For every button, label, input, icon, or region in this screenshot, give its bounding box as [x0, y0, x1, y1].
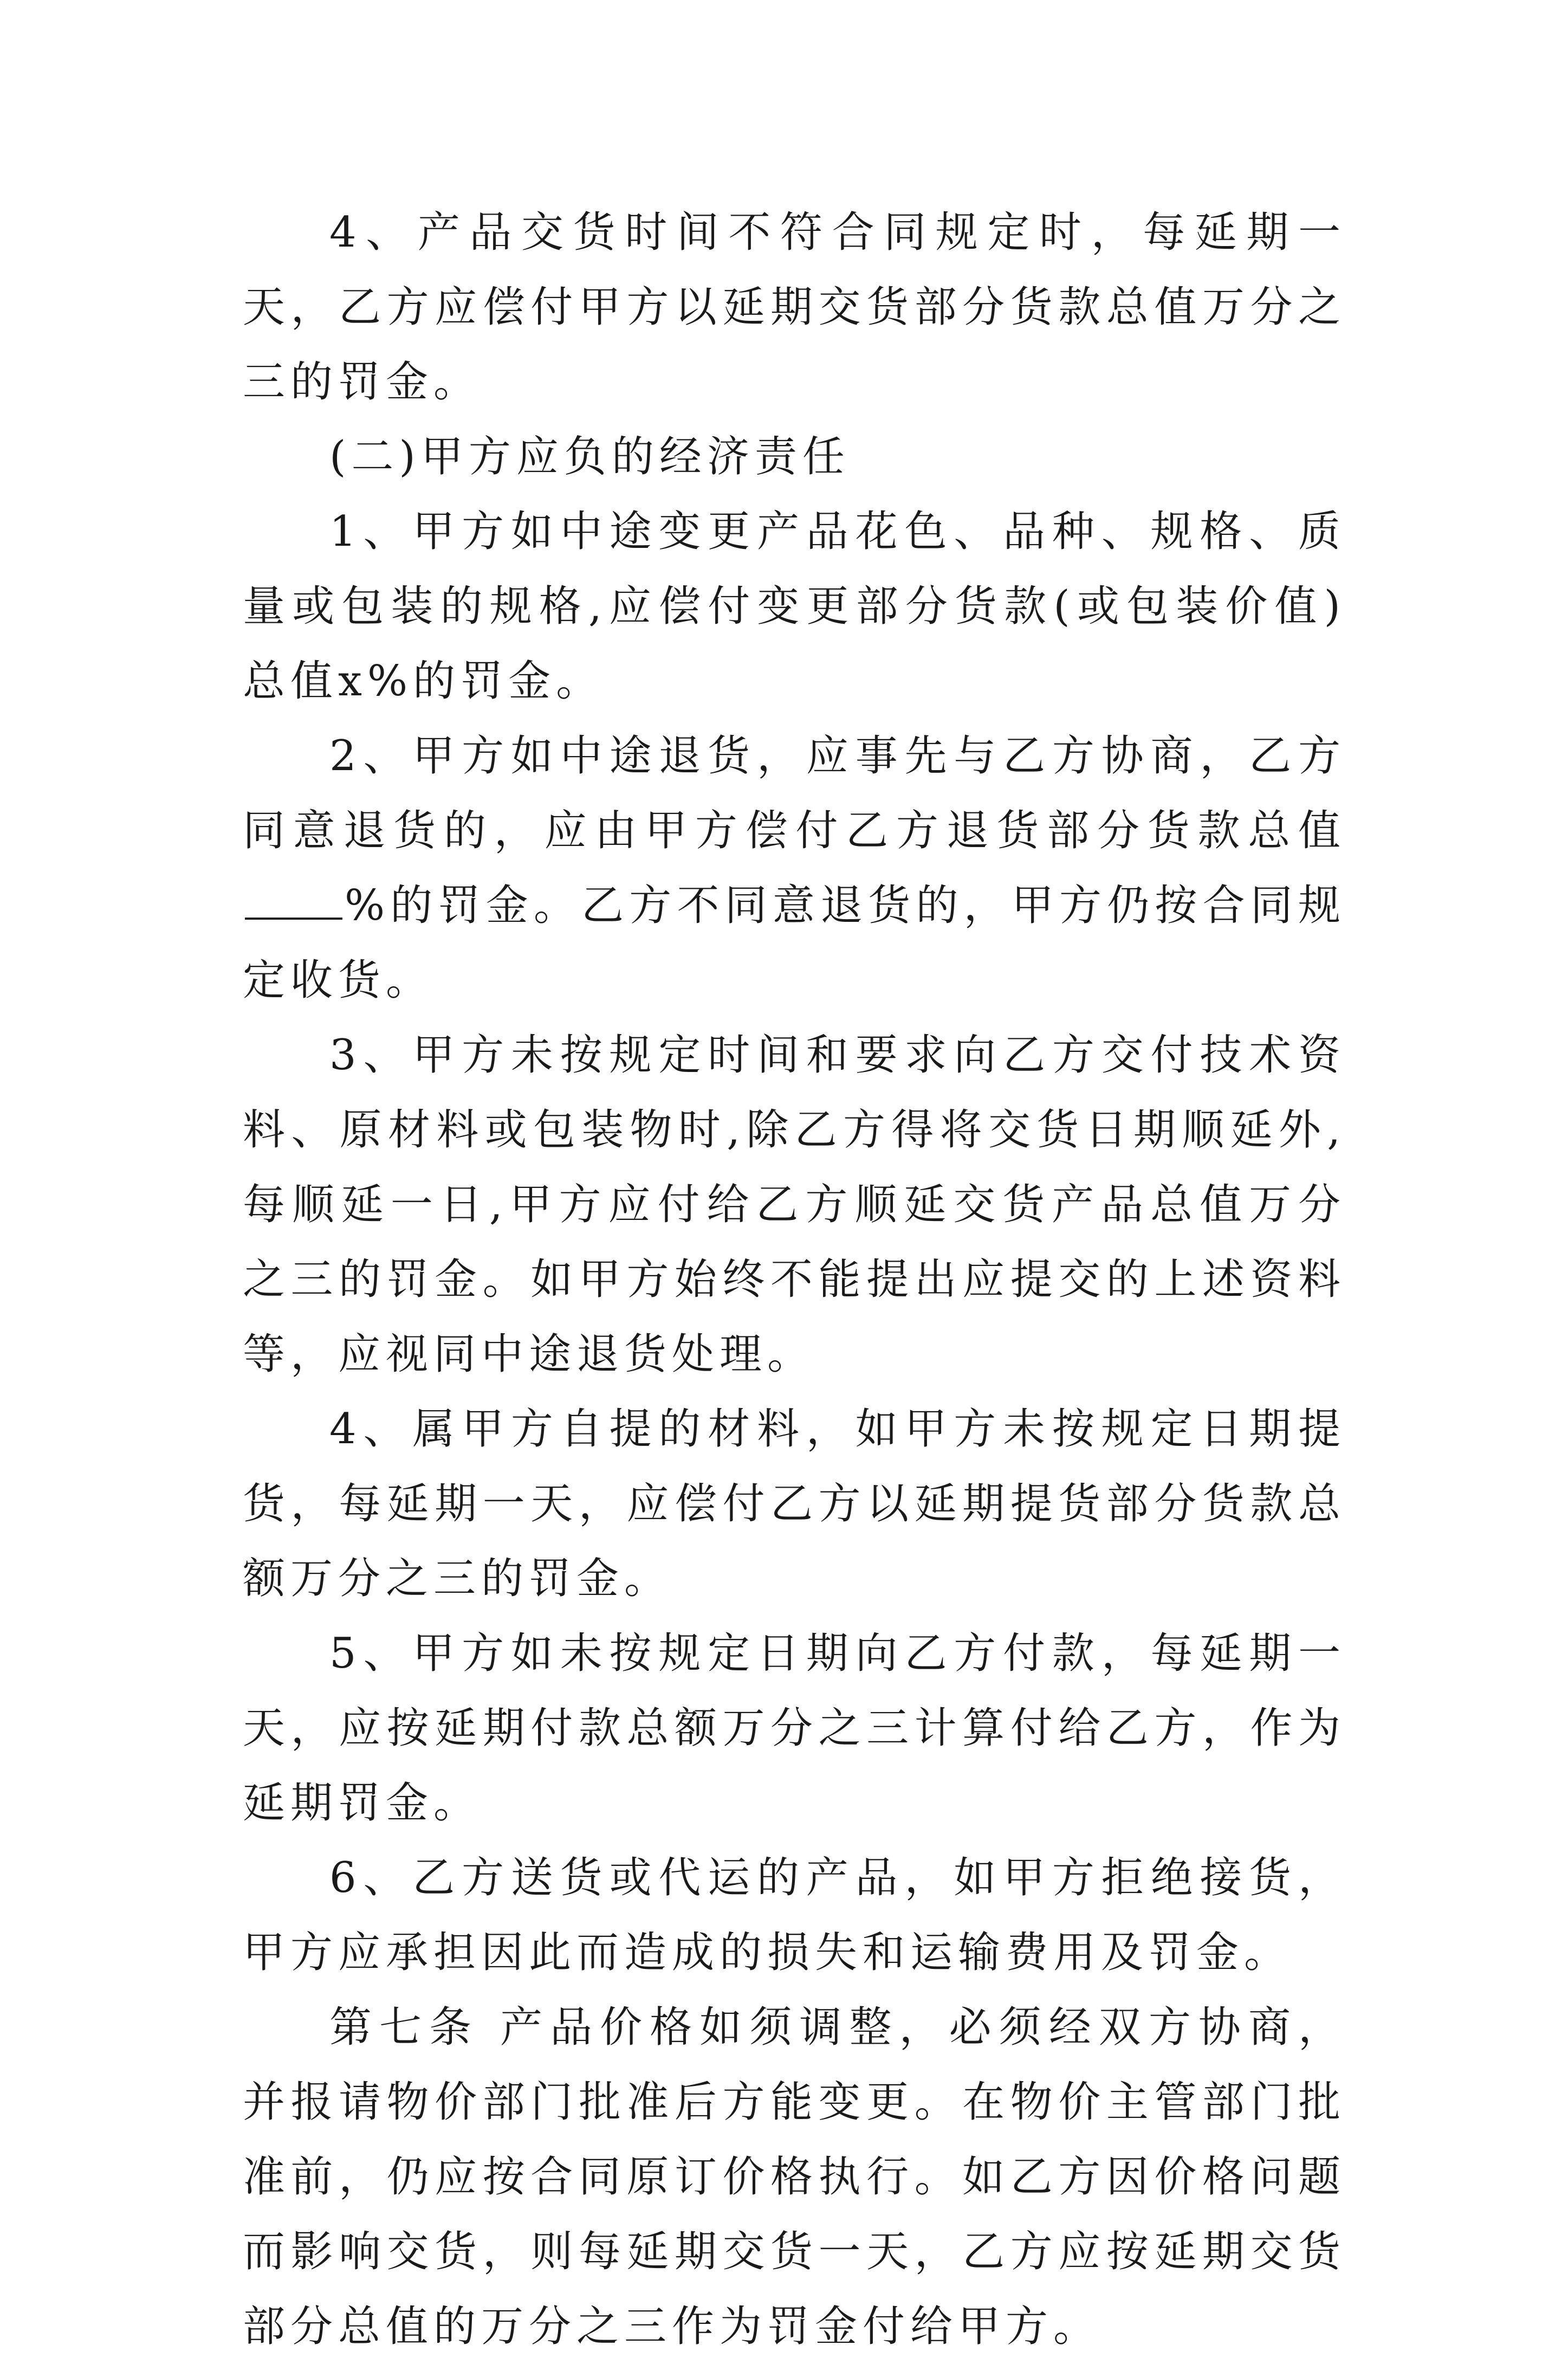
paragraph-article-seven-price-adjustment: 第七条 产品价格如须调整，必须经双方协商，并报请物价部门批准后方能变更。在物价主管部门批准前，仍应按合同原订价格执行。如乙方因价格问题而影响交货，则每延期交货一天，乙方应按延期交货部分总值的万分之三作为罚金付给甲方。	[243, 2003, 1346, 2351]
paragraph-return-penalty	[243, 719, 1346, 1018]
paragraph-delivery-delay-penalty: 4、产品交货时间不符合同规定时，每延期一天，乙方应偿付甲方以延期交货部分货款总值万分之三的罚金。	[243, 208, 1346, 406]
paragraph-payment-delay-penalty: 5、甲方如未按规定日期向乙方付款，每延期一天，应按延期付款总额万分之三计算付给乙方，作为延期罚金。	[243, 1629, 1346, 1827]
paragraph-technical-materials-penalty: 3、甲方未按规定时间和要求向乙方交付技术资料、原材料或包装物时,除乙方得将交货日期顺延外,每顺延一日,甲方应付给乙方顺延交货产品总值万分之三的罚金。如甲方始终不能提出应提交的上述资料等，应视同中途退货处理。	[243, 1031, 1346, 1379]
return-penalty-text-before: 2、甲方如中途退货，应事先与乙方协商，乙方同意退货的，应由甲方偿付乙方退货部分货款总值	[243, 732, 1346, 855]
section-heading-party-a-liability: (二)甲方应负的经济责任	[329, 432, 850, 481]
paragraph-spec-change-penalty: 1、甲方如中途变更产品花色、品种、规格、质量或包装的规格,应偿付变更部分货款(或包装价值)总值x%的罚金。	[243, 507, 1346, 706]
return-penalty-text-after: %的罚金。乙方不同意退货的，甲方仍按合同规定收货。	[243, 881, 1346, 1005]
document-body	[243, 195, 1346, 2364]
paragraph-refuse-delivery-liability: 6、乙方送货或代运的产品，如甲方拒绝接货，甲方应承担因此而造成的损失和运输费用及罚金。	[243, 1853, 1346, 1977]
fill-in-blank-percent	[245, 885, 342, 920]
paragraph-pickup-delay-penalty: 4、属甲方自提的材料，如甲方未按规定日期提货，每延期一天，应偿付乙方以延期提货部分货款总额万分之三的罚金。	[243, 1405, 1346, 1603]
